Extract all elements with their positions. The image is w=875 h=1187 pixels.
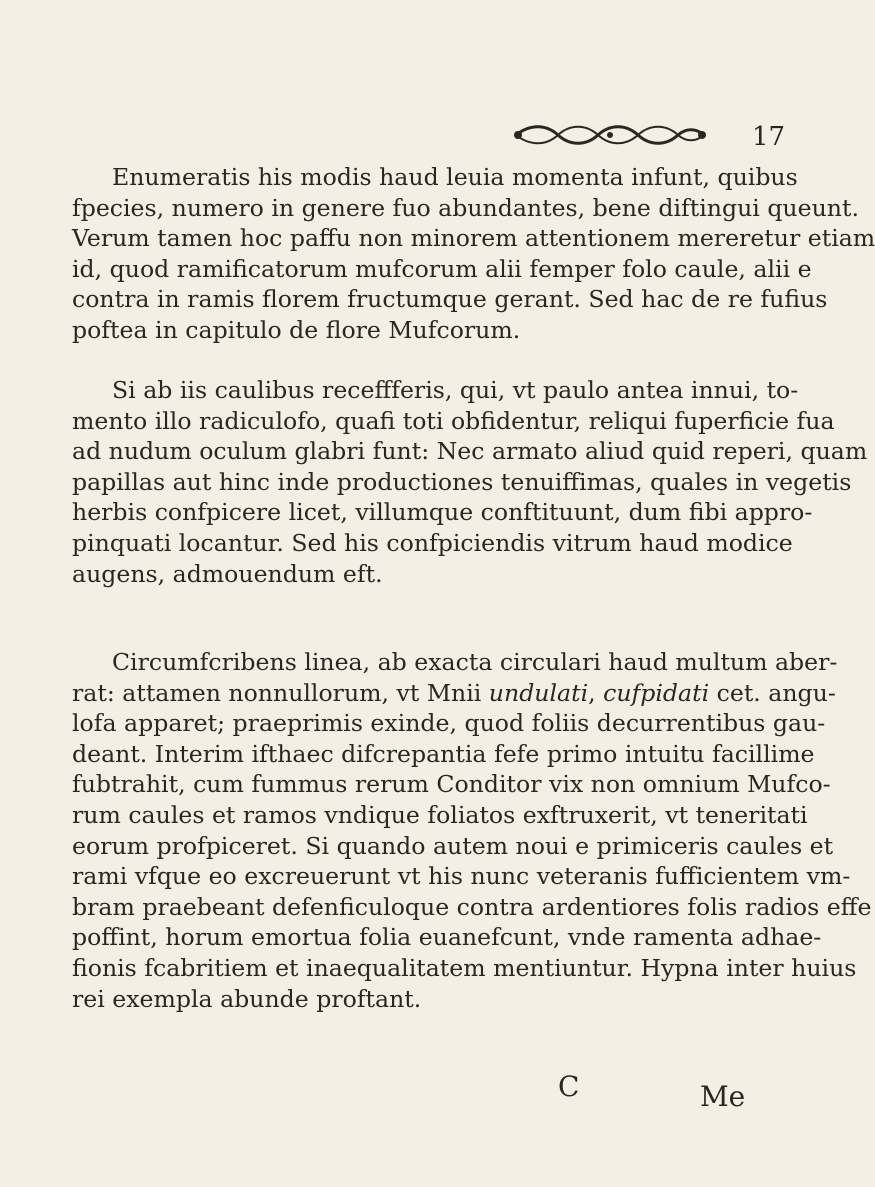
text-line: poftea in capitulo de flore Mufcorum. [72, 315, 521, 344]
paragraph-3 [72, 647, 872, 1014]
text-line: mento illo radiculofo, quafi toti obfidentur, reliqui fuperficie fua [72, 406, 835, 435]
text-line: fubtrahit, cum fummus rerum Conditor vix non omnium Mufco- [72, 770, 831, 799]
text-line: augens, admouendum eft. [72, 559, 383, 588]
text-line: rum caules et ramos vndique foliatos exftruxerit, vt teneritati [72, 800, 808, 829]
text-line: id, quod ramificatorum mufcorum alii femper folo caule, alii e [72, 254, 812, 283]
ornament-icon [510, 120, 710, 150]
text-run: cet. angu- [709, 678, 836, 707]
text-run: , [588, 678, 604, 707]
text-line: Verum tamen hoc paffu non minorem attentionem mereretur etiam [72, 224, 875, 253]
catchword: Me [700, 1080, 746, 1113]
text-line: eorum profpiceret. Si quando autem noui e primiceris caules et [72, 831, 834, 860]
text-line: rami vfque eo excreuerunt vt his nunc veteranis fufficientem vm- [72, 862, 851, 891]
paragraph-1 [72, 162, 875, 346]
text-line: Enumeratis his modis haud leuia momenta infunt, quibus [112, 163, 798, 191]
text-line: ad nudum oculum glabri funt: Nec armato aliud quid reperi, quam [72, 437, 868, 466]
italic-species-name: cufpidati [603, 678, 710, 707]
text-line: lofa apparet; praeprimis exinde, quod foliis decurrentibus gau- [72, 709, 826, 738]
text-line: contra in ramis florem fructumque gerant. Sed hac de re fufius [72, 285, 828, 314]
text-line: Si ab iis caulibus receffferis, qui, vt paulo antea innui, to- [112, 376, 799, 404]
italic-species-name: undulati [488, 678, 589, 707]
page-number: 17 [752, 122, 786, 152]
text-line: pinquati locantur. Sed his confpiciendis vitrum haud modice [72, 528, 793, 557]
text-run: rat: attamen nonnullorum, vt Mnii [72, 678, 482, 707]
paragraph-2 [72, 375, 868, 589]
text-line-mixed [72, 678, 836, 709]
text-line: bram praebeant defenficuloque contra ardentiores folis radios effe [72, 892, 872, 921]
text-line: herbis confpicere licet, villumque conftituunt, dum fibi appro- [72, 498, 813, 527]
text-line: poffint, horum emortua folia euanefcunt, vnde ramenta adhae- [72, 923, 822, 952]
text-line: fionis fcabritiem et inaequalitatem mentiuntur. Hypna inter huius [72, 953, 857, 982]
text-line: Circumfcribens linea, ab exacta circulari haud multum aber- [112, 648, 838, 676]
text-line: fpecies, numero in genere fuo abundantes, bene diftingui queunt. [72, 193, 859, 222]
text-line: rei exempla abunde proftant. [72, 984, 422, 1013]
signature-mark: C [558, 1070, 580, 1103]
text-line: papillas aut hinc inde productiones tenuiffimas, quales in vegetis [72, 467, 852, 496]
text-line: deant. Interim ifthaec difcrepantia fefe primo intuitu facillime [72, 739, 815, 768]
